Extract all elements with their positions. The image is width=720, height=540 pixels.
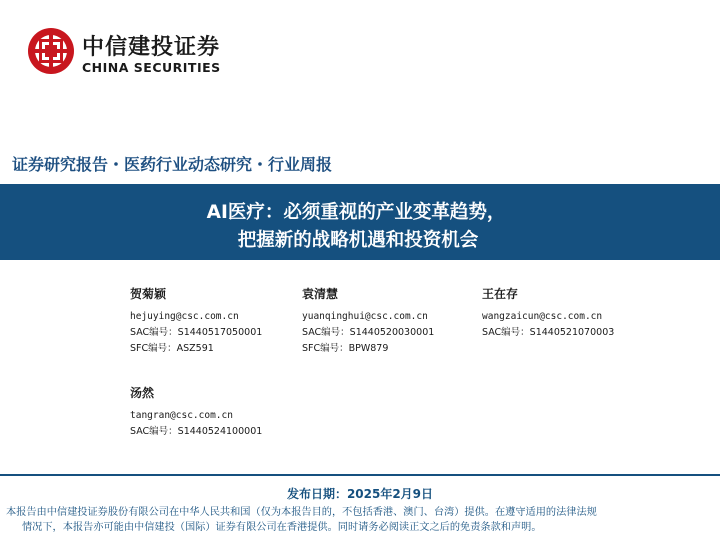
logo-chinese-name: 中信建投证券	[82, 35, 221, 60]
author-sac-number: SAC编号：S1440517050001	[130, 327, 263, 338]
company-logo	[26, 26, 236, 78]
author-card	[130, 386, 262, 440]
disclaimer-line2: 情况下，本报告亦可能由中信建投（国际）证券有限公司在香港提供。同时请务必阅读正文之后的免责条款和声明。	[22, 522, 542, 533]
author-sac-number: SAC编号：S1440521070003	[482, 327, 615, 338]
author-name: 袁清慧	[302, 287, 339, 301]
disclaimer-line1: 本报告由中信建投证券股份有限公司在中华人民共和国（仅为本报告目的，不包括香港、澳门、台湾）提供。在遵守适用的法律法规	[6, 507, 597, 518]
disclaimer	[6, 505, 718, 535]
china-securities-logo-icon	[26, 26, 76, 76]
author-email[interactable]: hejuying@csc.com.cn	[130, 311, 239, 322]
logo-english-name: CHINA SECURITIES	[82, 60, 221, 75]
report-category: 证券研究报告・医药行业动态研究・行业周报	[12, 155, 333, 174]
author-name: 贺菊颖	[130, 287, 167, 301]
author-card	[482, 287, 614, 341]
author-card	[302, 287, 434, 357]
author-sac-number: SAC编号：S1440524100001	[130, 426, 263, 437]
footer-divider	[0, 474, 720, 476]
author-email[interactable]: yuanqinghui@csc.com.cn	[302, 311, 428, 322]
report-title-line2: 把握新的战略机遇和投资机会	[237, 230, 479, 251]
author-email[interactable]: wangzaicun@csc.com.cn	[482, 311, 603, 322]
author-name: 汤然	[130, 386, 155, 400]
title-banner	[0, 184, 720, 260]
author-name: 王在存	[482, 287, 519, 301]
report-title-line1: AI医疗：必须重视的产业变革趋势，	[206, 202, 506, 223]
author-email[interactable]: tangran@csc.com.cn	[130, 410, 233, 421]
author-card	[130, 287, 262, 357]
publish-date: 发布日期：2025年2月9日	[286, 487, 434, 501]
author-sfc-number: SFC编号：ASZ591	[130, 343, 214, 354]
author-sac-number: SAC编号：S1440520030001	[302, 327, 435, 338]
author-sfc-number: SFC编号：BPW879	[302, 343, 389, 354]
